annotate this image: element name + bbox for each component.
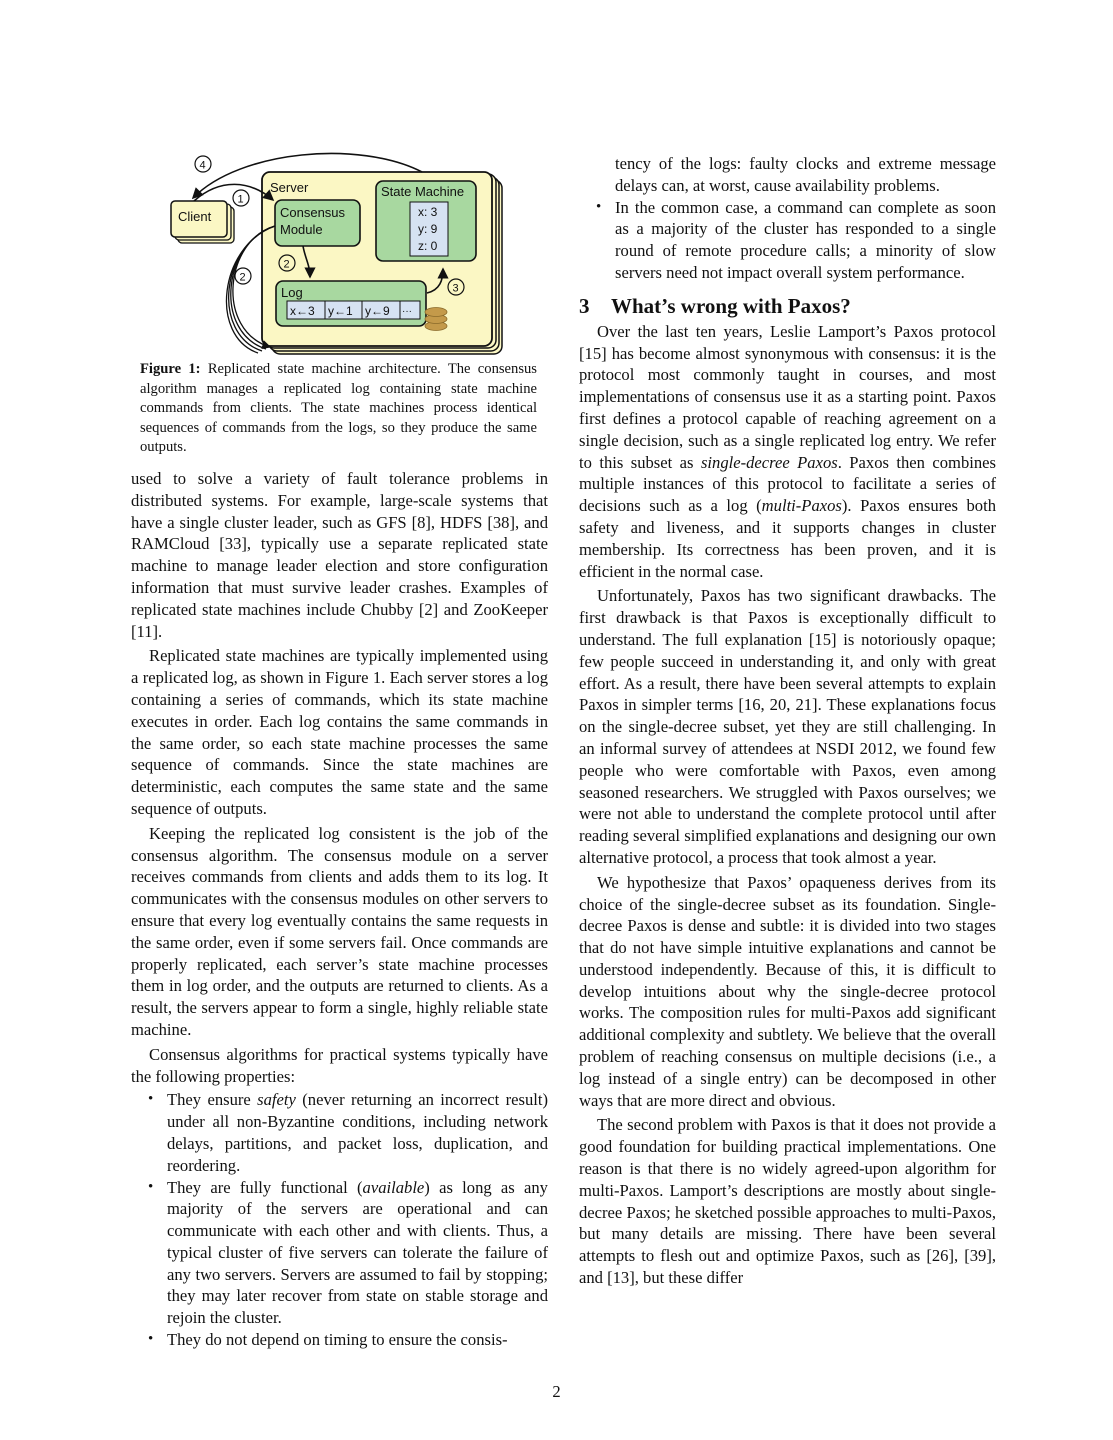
step-marker-2b (235, 268, 251, 284)
section-heading (579, 293, 996, 319)
step-marker-4 (195, 156, 211, 172)
properties-list-cont (579, 197, 996, 284)
list-item: • They do not depend on timing to ensure the consis- (167, 1329, 548, 1351)
figure-caption (140, 360, 537, 458)
svg-text:2: 2 (283, 258, 290, 271)
properties-list (131, 1089, 548, 1351)
log-entry-3: y←9 (365, 304, 390, 318)
paragraph: Keeping the replicated log consistent is the job of the consensus algorithm. The consensus module on a server receives commands from clients and adds them to its log. It communicates with the consensus modules on other servers to ensure that every log eventually contains the same requests in the same order, even if some servers fail. Once commands are properly replicated, each server’s state machine processes them in log order, and the outputs are returned to clients. As a result, the servers appear to form a single, highly reliable state machine. (131, 823, 548, 1039)
svg-text:1: 1 (237, 193, 244, 206)
client-label: Client (178, 209, 212, 224)
consensus-label-2: Module (280, 222, 323, 237)
paragraph: Replicated state machines are typically implemented using a replicated log, as shown in Figure 1. Each server stores a log containing a series of commands, which its state machine executes in order. Each log contains the same commands in the same order, so each state machine processes the same sequence of commands. Since the state machines are deterministic, each computes the same state and the same sequence of outputs. (131, 646, 548, 818)
sm-y-value: y: 9 (418, 222, 438, 236)
step-marker-1 (233, 190, 249, 206)
sm-x-value: x: 3 (418, 205, 438, 219)
caption-label: Figure 1: (140, 361, 201, 377)
paragraph: Consensus algorithms for practical systems typically have the following properties: (131, 1044, 548, 1086)
right-column (579, 153, 996, 1289)
sm-z-value: z: 0 (418, 239, 438, 253)
log-box (276, 281, 426, 326)
state-machine-label: State Machine (381, 184, 465, 199)
svg-text:2: 2 (239, 271, 246, 284)
page-number: 2 (552, 1382, 561, 1401)
left-column (131, 468, 548, 1351)
list-item: • They are fully functional (available) as long as any majority of the servers are operational and can communicate with each other and with clients. Thus, a typical cluster of five servers can tolerate the failure of any two servers. Servers are assumed to fail by stopping; they may later recover from state on stable storage and rejoin the cluster. (167, 1177, 548, 1330)
consensus-label-1: Consensus (280, 205, 346, 220)
log-label: Log (281, 285, 303, 300)
figure-1-diagram (160, 150, 520, 360)
list-item: • In the common case, a command can complete as soon as a majority of the cluster has responded to a single round of remote procedure calls; a minority of slow servers need not impact overall system performance. (615, 197, 996, 284)
section-number: 3 (579, 293, 590, 318)
paragraph: We hypothesize that Paxos’ opaqueness derives from its choice of the single-decree subset as its foundation. Single-decree Paxos is dense and subtle: it is divided into two stages that do not have simple intuitive explanations and cannot be understood independently. Because of this, it is difficult to develop intuitions about why the single-decree protocol works. The composition rules for multi-Paxos add significant additional complexity and subtlety. We believe that the overall problem of reaching consensus on multiple decisions (i.e., a log instead of a single entry) can be decomposed in other ways that are more direct and obvious. (579, 872, 996, 1110)
server-label: Server (270, 180, 309, 195)
log-entry-ellipsis: ··· (402, 306, 412, 317)
paragraph: used to solve a variety of fault tolerance problems in distributed systems. For example, large-scale systems that have a single cluster leader, such as GFS [8], HDFS [38], and RAMCloud [33], typically use a separate replicated state machine to manage leader election and store configuration information that must survive leader crashes. Examples of replicated state machines include Chubby [2] and ZooKeeper [11]. (131, 469, 548, 641)
paragraph: The second problem with Paxos is that it does not provide a good foundation for building practical implementations. One reason is that there is no widely agreed-upon algorithm for multi-Paxos. Lamport’s descriptions are mostly about single-decree Paxos; he sketched possible approaches to multi-Paxos, but many details are missing. There have been several attempts to flesh out and optimize Paxos, such as [26], [39], and [13], but these differ (579, 1115, 996, 1288)
svg-text:3: 3 (452, 282, 459, 295)
consensus-module (275, 200, 360, 246)
list-item-continuation: tency of the logs: faulty clocks and extreme message delays can, at worst, cause availability problems. (615, 154, 996, 195)
svg-text:4: 4 (199, 159, 206, 172)
paragraph: Unfortunately, Paxos has two significant drawbacks. The first drawback is that Paxos is exceptionally difficult to understand. The full explanation [15] is notoriously opaque; few people succeed in understanding it, and only with great effort. As a result, there have been several attempts to explain Paxos in simpler terms [16, 20, 21]. These explanations focus on the single-decree subset, yet they are still challenging. In an informal survey of attendees at NSDI 2012, we found few people who were comfortable with Paxos, even among seasoned researchers. We struggled with Paxos ourselves; we were not able to understand the complete protocol until after reading several simplified explanations and designing our own alternative protocol, a process that took almost a year. (579, 586, 996, 867)
log-entry-1: x←3 (290, 304, 315, 318)
section-title: What’s wrong with Paxos? (611, 293, 851, 318)
client-stack (171, 201, 234, 243)
state-machine (376, 181, 476, 261)
replicated-state-machine-diagram (160, 150, 520, 360)
paragraph: Over the last ten years, Leslie Lamport’s Paxos protocol [15] has become almost synonymous with consensus: it is the protocol most commonly taught in courses, and most implementations of consensus use it as a starting point. Paxos first defines a protocol capable of reaching agreement on a single decision, such as a single replicated log entry. We refer to this subset as single-decree Paxos. Paxos then combines multiple instances of this protocol to facilitate a series of decisions such as a log (multi-Paxos). Paxos ensures both safety and liveness, and it supports changes in cluster membership. Its correctness has been proven, and it is efficient in the normal case. (579, 321, 997, 581)
caption-text: Replicated state machine architecture. The consensus algorithm manages a replicated log containing state machine commands from clients. The state machines process identical sequences of commands from the logs, so they produce the same outputs. (140, 361, 537, 456)
list-item: • They ensure safety (never returning an incorrect result) under all non-Byzantine conditions, including network delays, partitions, and packet loss, duplication, and reordering. (167, 1089, 548, 1176)
step-marker-3 (448, 279, 464, 295)
disk-storage-icon (425, 308, 447, 331)
log-entry-2: y←1 (328, 304, 353, 318)
step-marker-2a (279, 255, 295, 271)
